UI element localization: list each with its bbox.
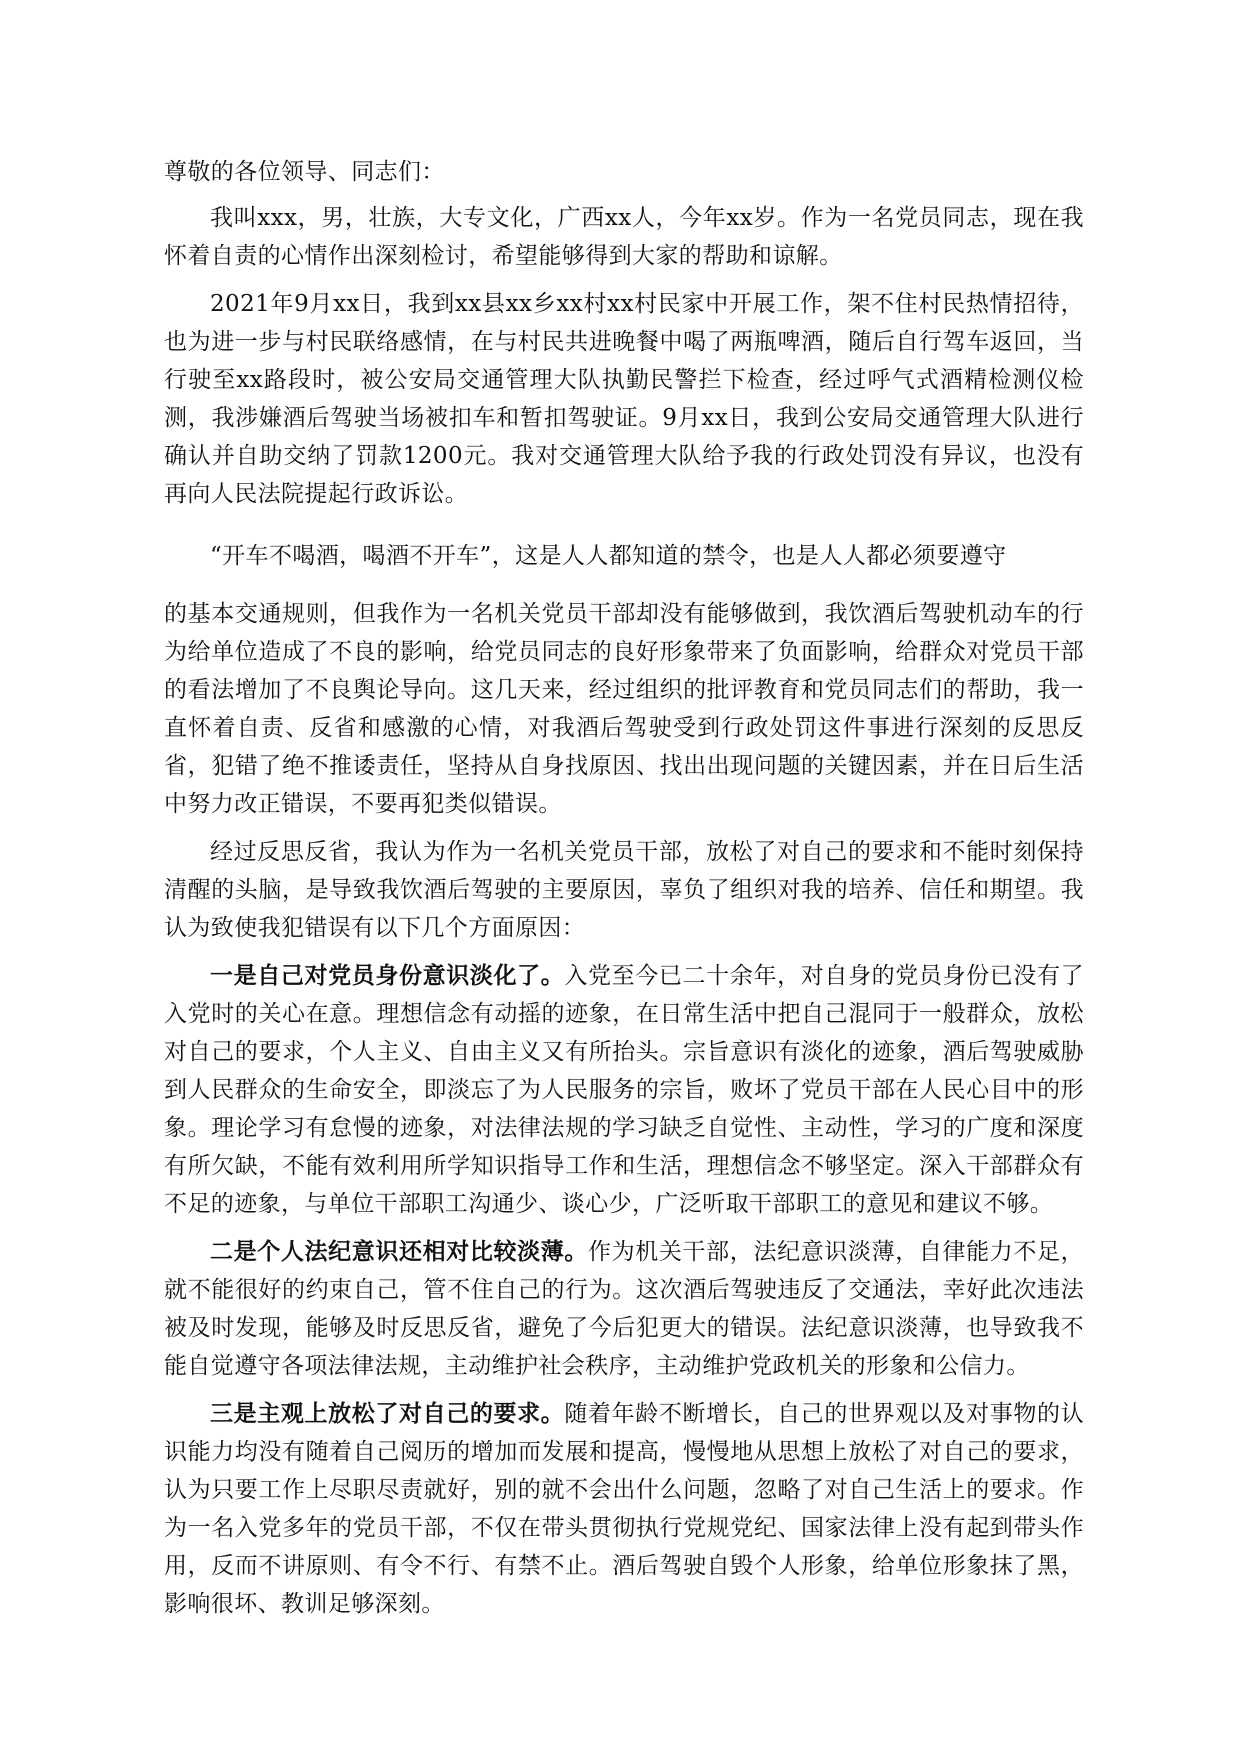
cause-three-text: 随着年龄不断增长，自己的世界观以及对事物的认识能力均没有随着自己阅历的增加而发展和提高，慢慢地从思想上放松了对自己的要求，认为只要工作上尽职尽责就好，别的就不会出什么问题，忽略了对自己生活上的要求。作为一名入党多年的党员干部，不仅在带头贯彻执行党规党纪、国家法律上没有起到带头作用，反而不讲原则、有令不行、有禁不止。酒后驾驶自毁个人形象，给单位形象抹了黑，影响很坏、教训足够深刻。: [164, 1401, 1084, 1617]
cause-one-text: 入党至今已二十余年，对自身的党员身份已没有了入党时的关心在意。理想信念有动摇的迹象，在日常生活中把自己混同于一般群众，放松对自己的要求，个人主义、自由主义又有所抬头。宗旨意识有淡化的迹象，酒后驾驶威胁到人民群众的生命安全，即淡忘了为人民服务的宗旨，败坏了党员干部在人民心目中的形象。理论学习有怠慢的迹象，对法律法规的学习缺乏自觉性、主动性，学习的广度和深度有所欠缺，不能有效利用所学知识指导工作和生活，理想信念不够坚定。深入干部群众有不足的迹象，与单位干部职工沟通少、谈心少，广泛听取干部职工的意见和建议不够。: [164, 963, 1084, 1217]
cause-one-heading: 一是自己对党员身份意识淡化了。: [210, 962, 565, 989]
paragraph-incident: 2021年9月xx日，我到xx县xx乡xx村xx村民家中开展工作，架不住村民热情招待，也为进一步与村民联络感情，在与村民共进晚餐中喝了两瓶啤酒，随后自行驾车返回，当行驶至xx路段时，被公安局交通管理大队执勤民警拦下检查，经过呼气式酒精检测仪检测，我涉嫌酒后驾驶当场被扣车和暂扣驾驶证。9月xx日，我到公安局交通管理大队进行确认并自助交纳了罚款1200元。我对交通管理大队给予我的行政处罚没有异议，也没有再向人民法院提起行政诉讼。: [164, 291, 1084, 507]
paragraph-reflection: 的基本交通规则，但我作为一名机关党员干部却没有能够做到，我饮酒后驾驶机动车的行为给单位造成了不良的影响，给党员同志的良好形象带来了负面影响，给群众对党员干部的看法增加了不良舆论导向。这几天来，经过组织的批评教育和党员同志们的帮助，我一直怀着自责、反省和感激的心情，对我酒后驾驶受到行政处罚这件事进行深刻的反思反省，犯错了绝不推诿责任，坚持从自身找原因、找出出现问题的关键因素，并在日后生活中努力改正错误，不要再犯类似错误。: [164, 601, 1084, 817]
paragraph-cause-two: [164, 1233, 1084, 1385]
document-body: [164, 153, 1084, 1623]
cause-two-text: 作为机关干部，法纪意识淡薄，自律能力不足，就不能很好的约束自己，管不住自己的行为。这次酒后驾驶违反了交通法，幸好此次违法被及时发现，能够及时反思反省，避免了今后犯更大的错误。法纪意识淡薄，也导致我不能自觉遵守各项法律法规，主动维护社会秩序，主动维护党政机关的形象和公信力。: [164, 1239, 1084, 1379]
paragraph-cause-one: [164, 957, 1084, 1223]
paragraph-cause-three: [164, 1395, 1084, 1623]
salutation: 尊敬的各位领导、同志们：: [164, 159, 445, 185]
paragraph-causes-intro: 经过反思反省，我认为作为一名机关党员干部，放松了对自己的要求和不能时刻保持清醒的头脑，是导致我饮酒后驾驶的主要原因，辜负了组织对我的培养、信任和期望。我认为致使我犯错误有以下几个方面原因：: [164, 839, 1084, 941]
paragraph-slogan: “开车不喝酒，喝酒不开车”，这是人人都知道的禁令，也是人人都必须要遵守: [210, 543, 1007, 569]
cause-three-heading: 三是主观上放松了对自己的要求。: [210, 1400, 565, 1427]
paragraph-introduction: 我叫xxx，男，壮族，大专文化，广西xx人，今年xx岁。作为一名党员同志，现在我怀着自责的心情作出深刻检讨，希望能够得到大家的帮助和谅解。: [164, 205, 1084, 269]
cause-two-heading: 二是个人法纪意识还相对比较淡薄。: [210, 1238, 589, 1265]
